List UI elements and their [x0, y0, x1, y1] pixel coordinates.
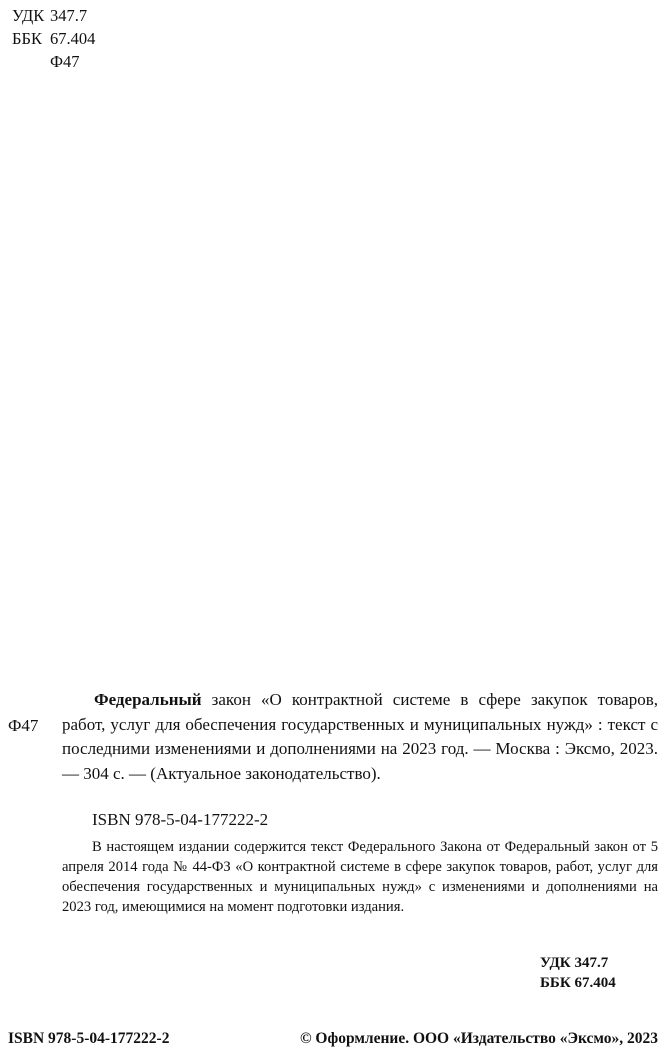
bbk-bottom: ББК 67.404 [540, 975, 616, 991]
record-title: Федеральный [94, 690, 202, 709]
udk-value: 347.7 [50, 6, 88, 25]
author-mark-top: Ф47 [50, 52, 80, 71]
bibliographic-record [62, 688, 658, 786]
classification-block-top [12, 4, 95, 73]
footer-isbn: ISBN 978-5-04-177222-2 [8, 1030, 170, 1047]
udk-key: УДК [12, 6, 45, 25]
author-mark-left: Ф47 [8, 716, 39, 735]
bbk-value: 67.404 [50, 29, 96, 48]
footer-copyright: © Оформление. ООО «Издательство «Эксмо», 2023 [299, 1030, 658, 1047]
isbn-line: ISBN 978-5-04-177222-2 [92, 810, 269, 829]
bbk-row [12, 27, 95, 50]
annotation: В настоящем издании содержится текст Федерального Закона от Федеральный закон от 5 апреля 2014 года № 44-ФЗ «О контрактной системе в сфере закупок товаров, работ, услуг для обеспечения государственных и муниципальных нужд» с изменениями и дополнениями на 2023 год, имеющимися на момент подготовки издания. [62, 839, 658, 915]
udk-row [12, 4, 95, 27]
record-body: закон «О контрактной системе в сфере закупок товаров, работ, услуг для обеспечения государственных и муниципальных нужд» : текст с последними изменениями и дополнениями на 2023 год. — Москва : Эксмо, 2023. — 304 с. — (Актуальное законодательство). [62, 690, 658, 783]
classification-block-bottom [540, 953, 616, 993]
bbk-key: ББК [12, 29, 42, 48]
udk-bottom: УДК 347.7 [540, 955, 609, 971]
